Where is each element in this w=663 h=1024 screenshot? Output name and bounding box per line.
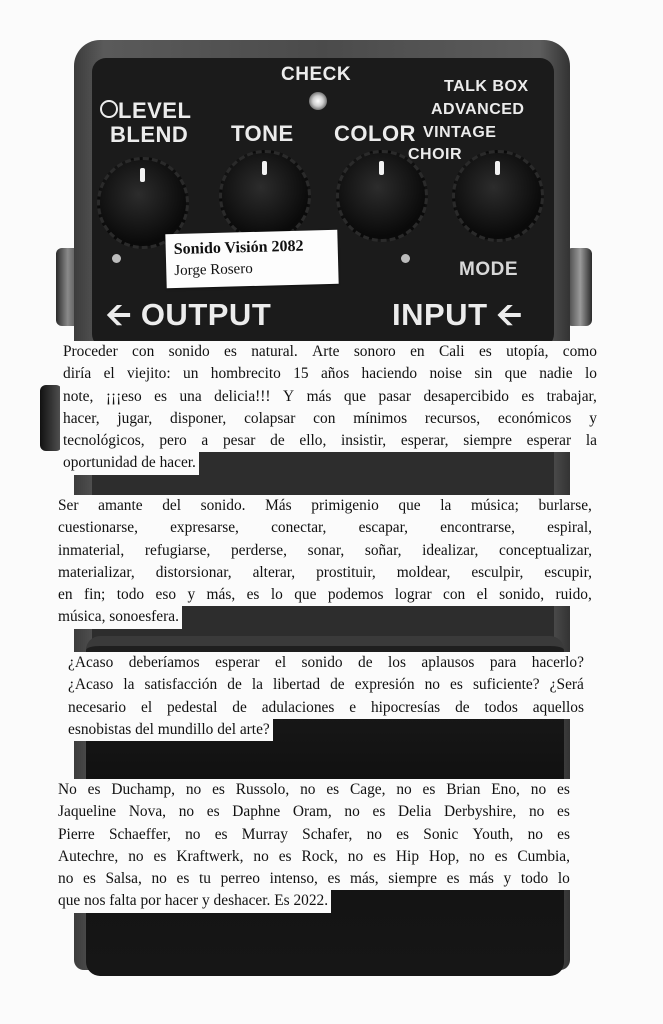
word: Más (265, 497, 292, 514)
word: es (372, 803, 386, 821)
word: tu (198, 870, 211, 888)
color-label: COLOR (334, 121, 416, 146)
word: Youth, (472, 825, 514, 843)
word: conectar, (271, 519, 327, 537)
output-label-text: OUTPUT (140, 297, 272, 332)
text-line: que nos falta por hacer y deshacer. Es 2022. (55, 890, 331, 912)
word: Brian (446, 781, 481, 798)
word: necesario (68, 698, 127, 716)
word: es (224, 343, 237, 360)
mode-option-advanced: ADVANCED (431, 101, 525, 118)
word: es (246, 586, 260, 604)
word: con (132, 343, 155, 360)
word: ¿Acaso (68, 676, 114, 694)
word: esculpir, (471, 563, 524, 581)
text-line: oportunidad de hacer. (60, 452, 199, 474)
word: e (349, 698, 357, 716)
mode-option-talk-box: TALK BOX (444, 78, 529, 95)
word: Schafer, (302, 825, 353, 843)
word: Russolo, (235, 781, 290, 798)
word: adulaciones (261, 698, 335, 716)
word: la (440, 497, 452, 514)
word: todos (484, 698, 518, 716)
word: los (388, 654, 406, 671)
word: que (504, 365, 527, 383)
word: conceptualizar, (499, 541, 592, 559)
word: refugiarse, (144, 541, 211, 559)
text-line (55, 540, 595, 562)
word: es (396, 825, 410, 843)
word: es (176, 870, 190, 888)
word: Hip (395, 847, 420, 865)
word: y (503, 870, 512, 888)
text-line (60, 408, 600, 430)
word: no (178, 803, 195, 821)
word: jugar, (117, 409, 153, 427)
word: es (212, 781, 225, 798)
knob-pointer (262, 161, 267, 175)
word: que (294, 586, 317, 604)
word: la (585, 432, 597, 450)
word: podemos (327, 586, 384, 604)
word: ello, (299, 432, 327, 450)
word: Cage, (349, 781, 386, 798)
knob-pointer (495, 161, 500, 175)
word: la (251, 676, 263, 694)
check-led (309, 92, 327, 110)
word: no (185, 781, 202, 798)
word: es (422, 781, 436, 798)
text-line (55, 779, 573, 801)
word: el (275, 654, 287, 671)
word: es (557, 825, 570, 843)
word: es (206, 803, 220, 821)
word: deberíamos (128, 654, 200, 671)
word: no (300, 781, 316, 798)
word: sonido. (200, 497, 246, 514)
word: moldear, (396, 563, 451, 581)
word: Arte (312, 343, 340, 360)
word: distorsionar, (155, 563, 232, 581)
mode-knob (452, 150, 544, 242)
word: no (253, 847, 269, 865)
word: la (123, 676, 135, 694)
word: música; (470, 497, 519, 514)
word: no (527, 825, 543, 843)
word: no (128, 847, 144, 865)
text-line (60, 341, 600, 363)
word: de (330, 676, 345, 694)
mode-label: MODE (459, 259, 518, 280)
word: alterar, (252, 563, 296, 581)
text-line (55, 824, 573, 846)
text-line (55, 846, 573, 868)
word: Y (283, 387, 295, 405)
text-line: música, sonoesfera. (55, 606, 182, 628)
word: mínimos (353, 409, 408, 427)
word: más, (349, 870, 379, 888)
word: con (313, 409, 336, 427)
word: Derbyshire, (444, 803, 517, 821)
word: y (187, 586, 196, 604)
word: y (589, 409, 597, 427)
word: el (140, 698, 153, 716)
word: que (398, 497, 421, 514)
word: escapar, (358, 519, 408, 537)
paragraph-1 (60, 341, 600, 475)
word: con (443, 586, 466, 604)
word: sonar, (307, 541, 345, 559)
word: siempre (463, 432, 512, 450)
paragraph-2 (55, 495, 595, 629)
level-label: LEVEL (118, 98, 192, 123)
word: para (489, 654, 517, 671)
word: no (151, 870, 167, 888)
word: primigenio (311, 497, 379, 514)
word: pasar (378, 387, 411, 405)
word: satisfacción (144, 676, 218, 694)
word: eso (155, 586, 177, 604)
paragraph-3 (65, 652, 587, 741)
word: haciendo (361, 365, 418, 383)
word: aplausos (421, 654, 475, 671)
word: no (530, 781, 547, 798)
word: Eno, (491, 781, 520, 798)
word: es (450, 676, 463, 694)
mode-option-vintage: VINTAGE (423, 124, 497, 141)
document-title: Sonido Visión 2082 (173, 237, 304, 259)
word: esperar, (400, 432, 449, 450)
word: pedestal (166, 698, 218, 716)
word: utopía, (506, 343, 549, 360)
word: Schaeffer, (108, 825, 171, 843)
word: a (201, 432, 209, 450)
word: encontrarse, (440, 519, 515, 537)
word: burlarse, (538, 497, 592, 514)
word: sonido, (499, 586, 545, 604)
word: natural. (251, 343, 298, 360)
word: expresarse, (170, 519, 239, 537)
word: es (494, 847, 508, 865)
text-line: esnobistas del mundillo del arte? (65, 719, 273, 741)
text-line (55, 517, 595, 539)
word: 15 (293, 365, 309, 383)
word: delicia!!! (214, 387, 271, 405)
word: libertad (273, 676, 321, 694)
word: hacerlo? (531, 654, 584, 671)
knob-pointer (379, 161, 384, 175)
text-line (60, 430, 600, 452)
text-line (55, 801, 573, 823)
text-line (60, 386, 600, 408)
word: colapsar (244, 409, 296, 427)
tone-knob (219, 150, 311, 242)
word: tecnológicos, (63, 432, 145, 450)
word: es (83, 870, 96, 888)
word: más (469, 870, 494, 888)
word: ¿Será (549, 676, 584, 694)
word: no (366, 825, 382, 843)
paragraph-4 (55, 779, 573, 913)
word: no (424, 676, 440, 694)
word: expresión (354, 676, 415, 694)
word: Sonic (423, 825, 459, 843)
word: escupir, (544, 563, 592, 581)
word: espiral, (547, 519, 592, 537)
word: diría (63, 365, 92, 383)
word: no (528, 803, 545, 821)
tone-label: TONE (231, 121, 294, 146)
word: pesar (222, 432, 256, 450)
knob-pointer (140, 168, 145, 182)
word: Delia (398, 803, 432, 821)
text-line (55, 584, 595, 606)
word: Proceder (63, 343, 118, 360)
word: ¡¡¡eso (105, 387, 142, 405)
word: intenso, (269, 870, 318, 888)
level-blend-label (104, 99, 191, 147)
word: sonido (168, 343, 210, 360)
word: es (326, 781, 340, 798)
word: esperar (215, 654, 260, 671)
word: insistir, (341, 432, 387, 450)
word: soñar, (364, 541, 402, 559)
word: inmaterial, (58, 541, 125, 559)
word: es (373, 847, 386, 865)
word: fin; (83, 586, 106, 604)
word: Murray (241, 825, 288, 843)
text-line (55, 562, 595, 584)
output-label (106, 292, 271, 345)
word: sonoro (353, 343, 396, 360)
color-knob (336, 150, 428, 242)
word: de (358, 654, 373, 671)
word: noise (429, 365, 462, 383)
word: cuestionarse, (58, 519, 138, 537)
word: Rock, (301, 847, 338, 865)
text-line (65, 652, 587, 674)
word: Autechre, (58, 847, 119, 865)
word: más (306, 387, 332, 405)
word: desapercibido (423, 387, 509, 405)
panel-dot-right (401, 254, 410, 263)
text-line (65, 674, 587, 696)
word: del (162, 497, 181, 514)
word: Nova, (128, 803, 166, 821)
word: aquellos (532, 698, 584, 716)
word: perreo (220, 870, 260, 888)
word: Oram, (292, 803, 332, 821)
word: todo (116, 586, 145, 604)
word: no (347, 847, 364, 865)
text-line (65, 697, 587, 719)
word: no (344, 803, 360, 821)
word: trabajar, (546, 387, 597, 405)
word: años (320, 365, 350, 383)
word: suficiente? (472, 676, 540, 694)
word: lo (557, 870, 570, 888)
word: Cali (438, 343, 465, 360)
word: disponer, (170, 409, 227, 427)
word: como (562, 343, 597, 360)
text-line (60, 363, 600, 385)
word: de (232, 698, 247, 716)
word: es (214, 825, 228, 843)
word: no (58, 870, 74, 888)
word: siempre (388, 870, 437, 888)
word: nadie (539, 365, 573, 383)
blend-label: BLEND (110, 122, 189, 147)
left-arrow-icon: 🡨 (106, 297, 132, 332)
word: esperar (526, 432, 572, 450)
word: Kraftwerk, (176, 847, 244, 865)
word: sin (474, 365, 493, 383)
word: hacer, (63, 409, 100, 427)
input-label-text: INPUT (392, 297, 488, 332)
word: ¿Acaso (68, 654, 114, 671)
word: es (278, 847, 292, 865)
word: hombrecito (210, 365, 281, 383)
word: es (154, 387, 167, 405)
word: sonido (301, 654, 343, 671)
word: el (103, 365, 115, 383)
word: de (455, 698, 470, 716)
word: Pierre (58, 825, 95, 843)
word: idealizar, (422, 541, 479, 559)
word: lo (584, 365, 597, 383)
panel-dot-left (112, 254, 121, 263)
word: un (183, 365, 199, 383)
word: lograr (394, 586, 432, 604)
word: es (327, 870, 341, 888)
word: en (410, 343, 425, 360)
word: viejito: (127, 365, 171, 383)
word: No (58, 781, 77, 798)
word: es (521, 387, 535, 405)
left-arrow-icon: 🡨 (496, 297, 523, 332)
word: prostituir, (316, 563, 376, 581)
text-line (55, 868, 573, 890)
word: una (179, 387, 202, 405)
word: lo (270, 586, 283, 604)
word: es (153, 847, 167, 865)
word: Hop, (428, 847, 460, 865)
word: en (58, 586, 73, 604)
word: perderse, (230, 541, 287, 559)
word: pero (159, 432, 187, 450)
word: materializar, (58, 563, 135, 581)
word: de (270, 432, 285, 450)
word: recursos, (424, 409, 481, 427)
title-card (165, 230, 338, 288)
word: de (227, 676, 242, 694)
word: es (557, 803, 570, 821)
side-jack-left (40, 385, 62, 451)
word: no (185, 825, 201, 843)
word: es (556, 781, 570, 798)
word: todo (520, 870, 549, 888)
word: no (469, 847, 485, 865)
word: amante (98, 497, 143, 514)
check-label: CHECK (281, 64, 352, 85)
word: Salsa, (105, 870, 142, 888)
word: el (476, 586, 488, 604)
document-author: Jorge Rosero (174, 260, 253, 280)
word: Cumbia, (517, 847, 570, 865)
word: Jaqueline (58, 803, 117, 821)
word: es (446, 870, 460, 888)
word: más, (206, 586, 236, 604)
input-label (392, 292, 522, 345)
word: ruido, (555, 586, 592, 604)
word: económicos (497, 409, 572, 427)
word: note, (63, 387, 94, 405)
word: es (478, 343, 492, 360)
word: Duchamp, (111, 781, 176, 798)
word: Daphne (232, 803, 281, 821)
word: hipocresías (370, 698, 441, 716)
text-line (55, 495, 595, 517)
word: no (396, 781, 412, 798)
word: Ser (58, 497, 79, 514)
word: que (343, 387, 367, 405)
mode-option-choir: CHOIR (408, 146, 463, 163)
word: es (87, 781, 101, 798)
